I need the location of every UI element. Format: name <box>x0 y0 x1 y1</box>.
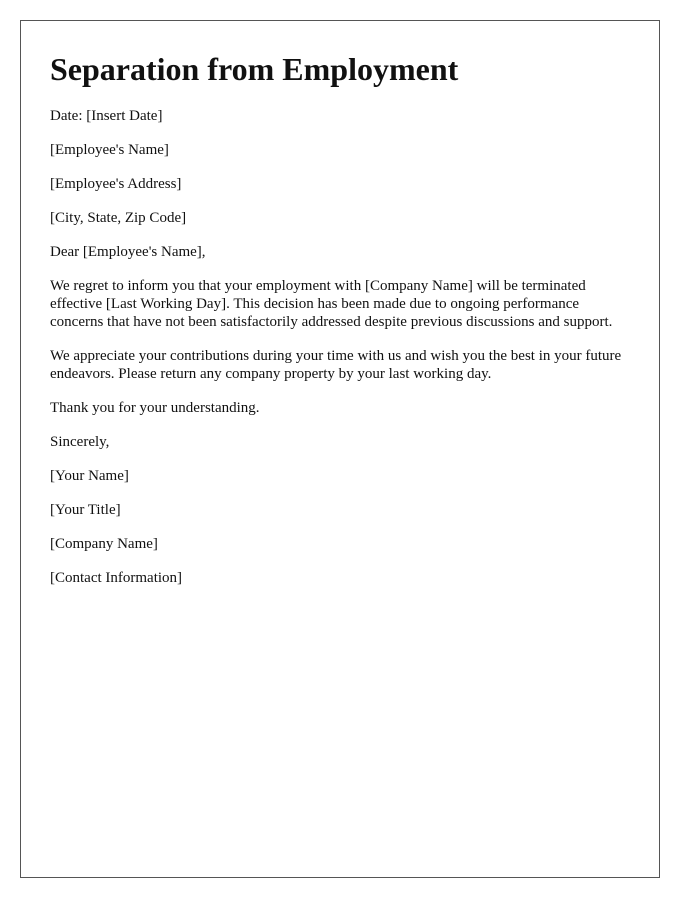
sender-title: [Your Title] <box>50 502 121 518</box>
recipient-address: [Employee's Address] <box>50 176 182 192</box>
letter-page <box>20 20 660 878</box>
letter-title: Separation from Employment <box>50 51 459 87</box>
company-name: [Company Name] <box>50 536 158 552</box>
salutation: Dear [Employee's Name], <box>50 244 206 260</box>
recipient-city-state-zip: [City, State, Zip Code] <box>50 210 187 226</box>
termination-paragraph: We regret to inform you that your employment with [Company Name] will be terminated effective [Last Working Day]. This decision has been made due to ongoing performance concerns that have not been satisfactorily addressed despite previous discussions and support. <box>50 278 613 330</box>
closing-line: Sincerely, <box>50 434 110 450</box>
thank-you-line: Thank you for your understanding. <box>50 400 260 416</box>
recipient-name: [Employee's Name] <box>50 142 169 158</box>
letter-content <box>50 49 630 603</box>
contact-information: [Contact Information] <box>50 570 183 586</box>
appreciation-paragraph: We appreciate your contributions during your time with us and wish you the best in your future endeavors. Please return any company property by your last working day. <box>50 348 622 382</box>
date-line: Date: [Insert Date] <box>50 108 163 124</box>
sender-name: [Your Name] <box>50 468 129 484</box>
